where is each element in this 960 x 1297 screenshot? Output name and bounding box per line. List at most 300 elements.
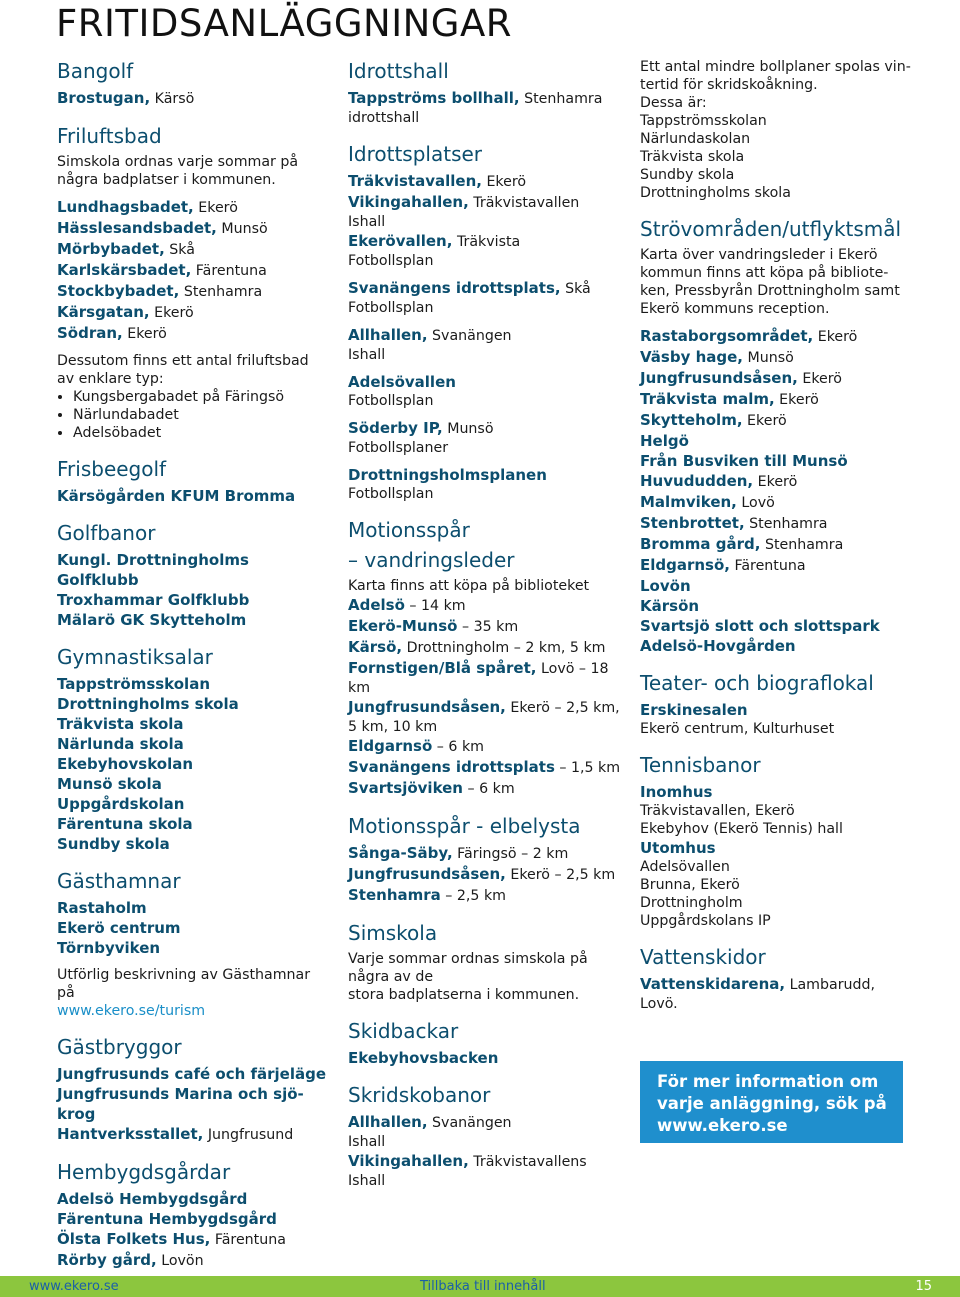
section [348,141,623,503]
entry-detail: Ekerö [753,474,798,490]
entry-name: Lovön [640,577,691,595]
entry-name: Mörbybadet, [57,240,165,258]
entry-detail: Lovön [156,1253,204,1269]
section [640,944,930,1013]
entry-detail: Fotbollsplan [348,486,434,502]
entry-line [348,418,623,439]
entry-line [640,782,930,802]
entry-name: Jungfrusundsåsen, [640,369,798,387]
entry-line [57,610,332,630]
entry-line [640,451,930,471]
entry-detail: – 6 km [463,781,515,797]
entry-name: Troxhammar Golfklubb [57,591,250,609]
section [640,670,930,738]
section-heading: Vattenskidor [640,945,766,969]
entry-detail: Stenhamra [744,516,828,532]
entry-detail: Träkvista [452,234,521,250]
entry-line [57,938,332,958]
entry-name: Sundby skola [57,835,170,853]
entry-line [57,590,332,610]
spacer [57,344,332,352]
section-heading: Idrottshall [348,59,449,83]
entry-detail: Ekerö [813,329,858,345]
entry-line [640,555,930,576]
entry-line [348,736,623,757]
entry-name: Munsö skola [57,775,162,793]
entry-detail: Karta över vandringsleder i Ekerö [640,247,878,263]
entry-name: Kärsön [640,597,700,615]
entry-name: Jungfrusundsåsen, [348,865,506,883]
entry-name: Brostugan, [57,89,151,107]
info-line: varje anläggning, sök på [657,1094,887,1113]
entry-name: Jungfrusunds Marina och sjö- [57,1085,304,1103]
entry-line [57,323,332,344]
entry-name: Uppgårdskolan [57,795,185,813]
footer-bar [0,1276,960,1297]
entry-line [57,814,332,834]
entry-line [348,213,623,231]
entry-line [57,1104,332,1124]
entry-line [640,300,930,318]
entry-name: Fornstigen/Blå spåret, [348,659,537,677]
entry-detail: Kärsö [150,91,195,107]
entry-line [57,898,332,918]
entry-name: Stenhamra [348,886,441,904]
entry-line [348,392,623,410]
section-heading: Strövområden/utflyktsmål [640,217,902,241]
section [57,58,332,109]
entry-line [640,974,930,995]
entry-name: Vattenskidarena, [640,975,786,993]
entry-line [640,876,930,894]
entry-name: Ekebyhovsbacken [348,1049,499,1067]
entry-detail: Lovö [736,495,775,511]
info-box[interactable] [640,1061,903,1143]
entry-line [640,184,930,202]
entry-line [348,372,623,392]
entry-name: Drottningholms skola [57,695,239,713]
entry-name: Från Busviken till Munsö [640,452,848,470]
entry-detail: stora badplatserna i kommunen. [348,987,580,1003]
entry-line [57,1229,332,1250]
entry-detail: Träkvistavallens [468,1154,587,1170]
section [348,58,623,127]
section-heading: Skidbackar [348,1019,459,1043]
entry-line [640,858,930,876]
entry-line [348,778,623,799]
entry-name: Kärsgatan, [57,303,150,321]
entry-name: Svartsjöviken [348,779,463,797]
entry-line [640,802,930,820]
section-heading: Gästbryggor [57,1035,182,1059]
bullet-list [57,388,332,442]
info-line: För mer information om [657,1072,879,1091]
entry-detail: Ekerö [193,200,238,216]
entry-line [348,1172,623,1190]
entry-line [348,192,623,213]
entry-detail: Ekerö [797,371,842,387]
entry-line [348,697,623,718]
entry-detail: Ett antal mindre bollplaner spolas vin- [640,59,911,75]
entry-line [640,894,930,912]
entry-detail: – 14 km [404,598,466,614]
entry-name: Jungfrusundsåsen, [348,698,506,716]
entry-detail: Svanängen [427,1115,512,1131]
entry-name: Skytteholm, [640,411,743,429]
entry-name: Huvududden, [640,472,754,490]
section-heading: Idrottsplatser [348,142,483,166]
link[interactable]: www.ekero.se/turism [57,1003,206,1019]
section-heading: Simskola [348,921,438,945]
entry-line [348,439,623,457]
entry-detail: Närlundaskolan [640,131,751,147]
entry-line [348,109,623,127]
entry-name: Ekebyhovskolan [57,755,194,773]
section-heading: Hembygdsgårdar [57,1160,231,1184]
entry-line [348,346,623,364]
entry-line [348,171,623,192]
section [57,868,332,1020]
entry-detail: Skå [164,242,195,258]
entry-line [348,485,623,503]
entry-line [57,1124,332,1145]
entry-line [57,218,332,239]
entry-line [640,820,930,838]
entry-line [57,694,332,714]
entry-line [57,302,332,323]
entry-line [348,1151,623,1172]
entry-name: Färentuna skola [57,815,193,833]
info-link[interactable]: www.ekero.se [657,1116,788,1135]
entry-name: Allhallen, [348,326,428,344]
section [640,752,930,930]
entry-name: Törnbyviken [57,939,161,957]
entry-line [640,264,930,282]
entry-name: Vikingahallen, [348,193,469,211]
intro-text [640,58,930,202]
entry-name: Eldgarnsö, [640,556,730,574]
entry-detail: Färentuna [210,1232,286,1248]
entry-line [348,252,623,270]
entry-line [348,679,623,697]
entry-name: Adelsö-Hovgården [640,637,796,655]
entry-detail: km [348,680,371,696]
entry-name: Adelsö [348,596,405,614]
entry-name: Träkvistavallen, [348,172,482,190]
entry-name: Bromma gård, [640,535,761,553]
spacer [57,189,332,197]
section [57,123,332,442]
entry-line [348,718,623,736]
entry-line [640,368,930,389]
entry-line [348,299,623,317]
entry-line [348,864,623,885]
section-heading: Gästhamnar [57,869,181,893]
entry-detail: Ishall [348,1173,386,1189]
section [348,1082,623,1190]
entry-detail: Varje sommar ordnas simskola på [348,951,588,967]
entry-detail: Ekerö [149,305,194,321]
entry-name: Ekerö centrum [57,919,181,937]
entry-detail: Träkvista skola [640,149,745,165]
entry-name: Utomhus [640,839,716,857]
entry-detail: Jungfrusund [203,1127,294,1143]
entry-name: Karlskärsbadet, [57,261,192,279]
entry-line [640,410,930,431]
entry-line [57,197,332,218]
section [57,1034,332,1145]
entry-line [640,720,930,738]
entry-name: Tappströmsskolan [57,675,211,693]
section-heading: Teater- och biograflokal [640,671,874,695]
entry-line [57,794,332,814]
section-heading: Skridskobanor [348,1083,491,1107]
entry-detail: Ekerö [481,174,527,190]
entry-line [640,282,930,300]
entry-line [640,513,930,534]
footer-website-link[interactable]: www.ekero.se [29,1279,119,1294]
entry-detail: några av de [348,969,434,985]
entry-line [640,326,930,347]
entry-name: Väsby hage, [640,348,743,366]
entry-line [348,278,623,299]
entry-name: Malmviken, [640,493,737,511]
entry-detail: Ishall [348,1134,386,1150]
entry-detail: Tappströmsskolan [640,113,767,129]
entry-line [57,352,332,370]
entry-line [57,370,332,388]
entry-line [57,834,332,854]
spacer [348,270,623,278]
entry-name: Allhallen, [348,1113,428,1131]
section-heading: Motionsspår - elbelysta [348,814,581,838]
entry-line [348,843,623,864]
bullet-item: • Kungsbergabadet på Färingsö [73,388,332,406]
entry-detail: Ekerö – 2,5 km [505,867,616,883]
entry-name: Erskinesalen [640,701,748,719]
entry-line [57,714,332,734]
entry-name: Kungl. Drottningholms Golfklubb [57,551,249,589]
entry-line [348,1048,623,1068]
entry-detail: Träkvistavallen, Ekerö [640,803,795,819]
entry-line [57,239,332,260]
entry-detail: Stenhamra [179,284,263,300]
entry-detail: Fotbollsplaner [348,440,449,456]
entry-line [640,166,930,184]
entry-line [640,492,930,513]
column-right [640,58,930,1027]
entry-line [348,595,623,616]
entry-name: Kärsö, [348,638,403,656]
entry-detail: Munsö [442,421,494,437]
entry-line [57,1209,332,1229]
bullet-item: • Närlundabadet [73,406,332,424]
entry-name: Färentuna Hembygdsgård [57,1210,277,1228]
entry-line [57,281,332,302]
entry-name: Ölsta Folkets Hus, [57,1230,211,1248]
entry-line [57,918,332,938]
entry-detail: Ekerö – 2,5 km, [505,700,620,716]
entry-detail: Stenhamra [519,91,603,107]
entry-detail: Färentuna [730,558,806,574]
entry-name: Adelsövallen [348,373,456,391]
entry-detail: Drottningholm [640,895,743,911]
column-left [57,58,332,1285]
entry-detail: 5 km, 10 km [348,719,438,735]
entry-detail: Ishall [348,347,386,363]
entry-detail: Munsö [216,221,268,237]
entry-detail: Ekerö [742,413,787,429]
entry-line [57,550,332,590]
entry-line [640,58,930,76]
entry-name: Stockbybadet, [57,282,180,300]
section [348,517,623,799]
entry-line [57,88,332,109]
entry-name: Rörby gård, [57,1251,157,1269]
bullet-item: • Adelsöbadet [73,424,332,442]
section-heading: Gymnastiksalar [57,645,213,669]
section-heading: Golfbanor [57,521,156,545]
entry-detail: Ishall [348,214,386,230]
entry-detail: Fotbollsplan [348,300,434,316]
entry-name: Rastaholm [57,899,147,917]
entry-detail: Ekebyhov (Ekerö Tennis) hall [640,821,843,837]
section-heading: Frisbeegolf [57,457,167,481]
entry-detail: Ekerö centrum, Kulturhuset [640,721,835,737]
entry-line [640,347,930,368]
entry-name: Jungfrusunds café och färjeläge [57,1065,327,1083]
section [57,1159,332,1271]
entry-name: Ekerö-Munsö [348,617,458,635]
entry-detail: Färentuna [191,263,267,279]
entry-line [57,1064,332,1084]
section [348,1018,623,1068]
entry-detail: – 1,5 km [554,760,621,776]
entry-line [348,757,623,778]
entry-detail: Dessutom finns ett antal friluftsbad [57,353,309,369]
footer-back-link[interactable]: Tillbaka till innehåll [420,1279,546,1294]
entry-name: Södran, [57,324,123,342]
entry-detail: Munsö [743,350,794,366]
entry-name: Sånga-Säby, [348,844,453,862]
entry-line [640,596,930,616]
spacer [348,317,623,325]
entry-line [57,774,332,794]
entry-line [348,465,623,485]
entry-line [348,325,623,346]
entry-name: Ekerövallen, [348,232,453,250]
entry-name: Rastaborgsområdet, [640,327,814,345]
section [348,920,623,1004]
entry-line [640,838,930,858]
entry-name: Kärsögården KFUM Bromma [57,487,296,505]
entry-line [348,986,623,1004]
section-heading: Friluftsbad [57,124,162,148]
entry-line [640,112,930,130]
entry-detail: Träkvistavallen [468,195,580,211]
entry-name: Mälarö GK Skytteholm [57,611,247,629]
entry-name: Stenbrottet, [640,514,745,532]
entry-detail: – 35 km [457,619,519,635]
entry-detail: kommun finns att köpa på bibliote- [640,265,889,281]
entry-line [348,88,623,109]
column-middle [348,58,623,1204]
entry-line [348,968,623,986]
entry-detail: Lovö. [640,996,678,1012]
entry-line [57,1250,332,1271]
entry-line [57,966,332,1002]
entry-line [57,1084,332,1104]
entry-name: Helgö [640,432,689,450]
entry-line [640,576,930,596]
entry-line [640,94,930,112]
entry-line [348,231,623,252]
entry-detail: Lambarudd, [785,977,876,993]
entry-line [640,431,930,451]
entry-detail: idrottshall [348,110,420,126]
section-heading: Bangolf [57,59,134,83]
entry-line [57,171,332,189]
entry-name: Svanängens idrottsplats [348,758,555,776]
entry-detail: Brunna, Ekerö [640,877,740,893]
entry-line [640,616,930,636]
entry-name: krog [57,1105,96,1123]
entry-line [348,1112,623,1133]
entry-line [57,260,332,281]
entry-detail: Adelsövallen [640,859,730,875]
entry-detail: Ekerö [774,392,819,408]
section [57,520,332,630]
section [57,456,332,506]
entry-name: Söderby IP, [348,419,443,437]
entry-name: Hantverksstallet, [57,1125,204,1143]
entry-detail: Utförlig beskrivning av Gästhamnar på [57,967,311,1001]
spacer [57,958,332,966]
entry-detail: Färingsö – 2 km [452,846,569,862]
entry-line [640,534,930,555]
entry-detail: några badplatser i kommunen. [57,172,276,188]
entry-detail: tertid för skridskoåkning. [640,77,818,93]
entry-detail: Simskola ordnas varje sommar på [57,154,299,170]
entry-line [57,486,332,506]
entry-line [348,616,623,637]
page-number: 15 [915,1279,932,1294]
section-heading-sub: – vandringsleder [348,548,515,572]
page-title: FRITIDSANLÄGGNINGAR [56,2,512,45]
entry-detail: Svanängen [427,328,512,344]
entry-name: Närlunda skola [57,735,184,753]
entry-line [57,153,332,171]
entry-name: Inomhus [640,783,713,801]
entry-line [57,674,332,694]
section [348,813,623,906]
entry-detail: Lovö – 18 [536,661,609,677]
section [57,644,332,854]
entry-detail: Drottningholm – 2 km, 5 km [402,640,606,656]
entry-detail: Fotbollsplan [348,393,434,409]
entry-line [640,246,930,264]
entry-detail: ken, Pressbyrån Drottningholm samt [640,283,900,299]
section-heading: Motionsspår [348,518,470,542]
spacer [640,318,930,326]
entry-name: Vikingahallen, [348,1152,469,1170]
entry-detail: Dessa är: [640,95,707,111]
entry-line [57,734,332,754]
entry-line [348,577,623,595]
spacer [348,364,623,372]
entry-detail: Ekerö kommuns reception. [640,301,830,317]
entry-name: Adelsö Hembygdsgård [57,1190,248,1208]
